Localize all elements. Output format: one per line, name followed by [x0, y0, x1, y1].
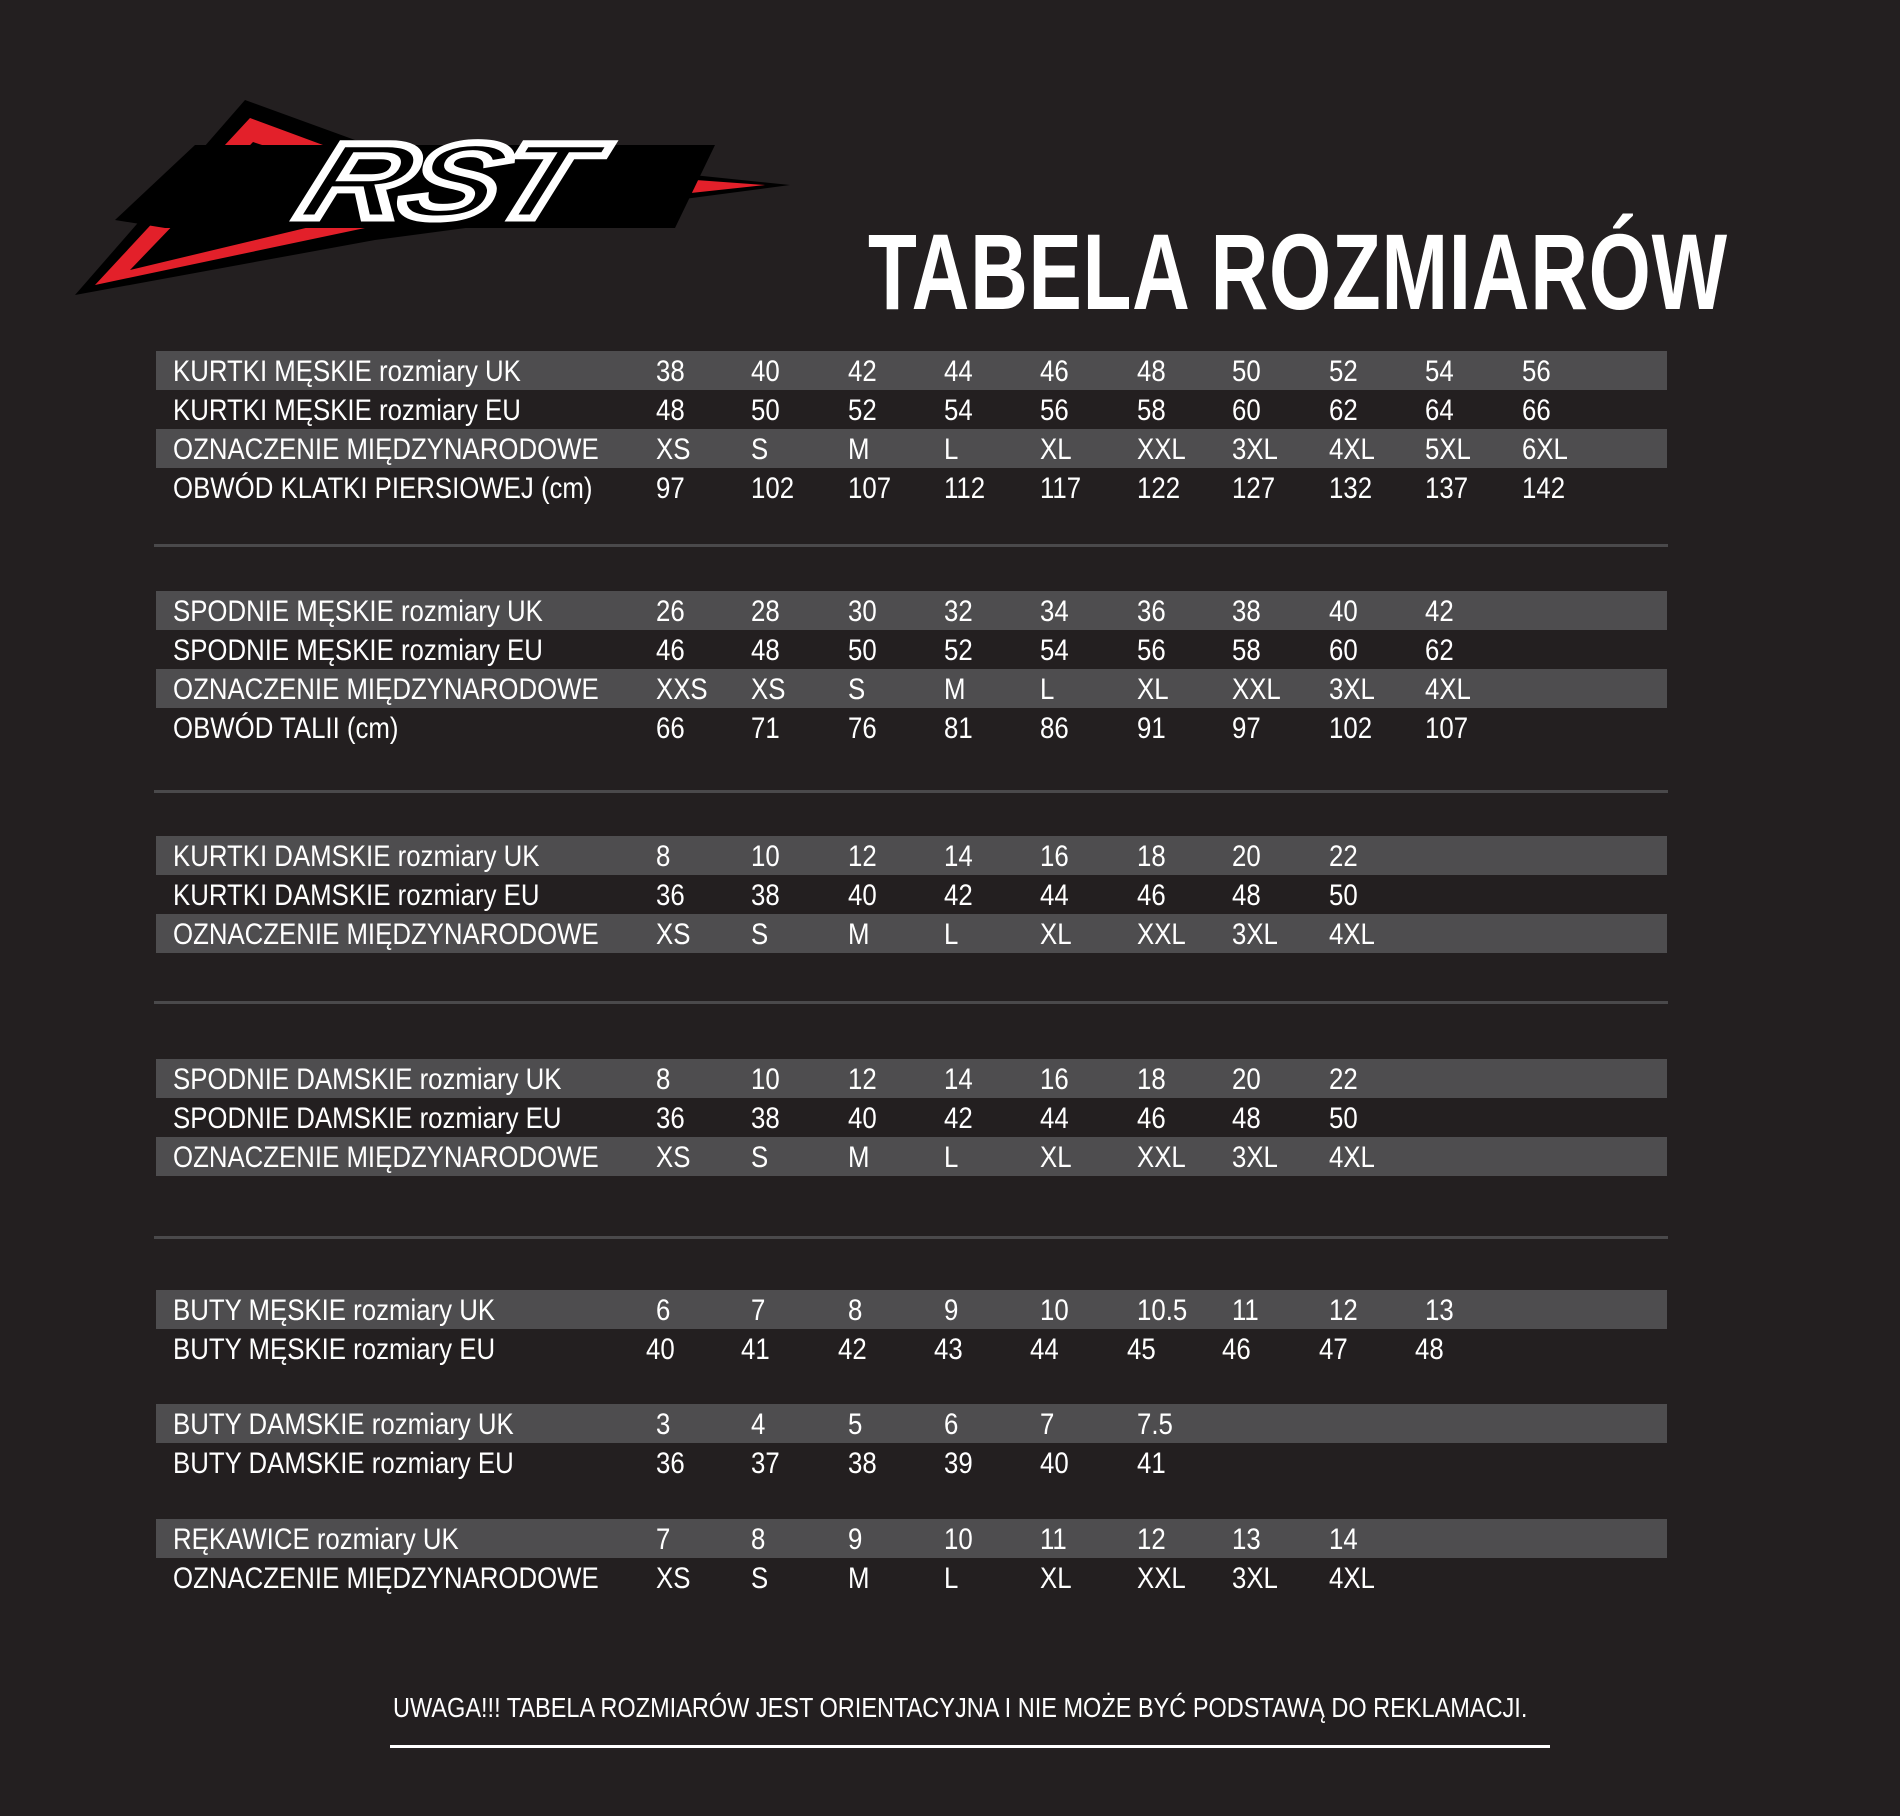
size-value: 52: [944, 634, 973, 667]
table-row: [156, 429, 1667, 468]
size-value: 7.5: [1137, 1408, 1173, 1441]
size-value: 37: [751, 1447, 780, 1480]
size-value: 40: [848, 1102, 877, 1135]
size-value: XL: [1137, 673, 1169, 706]
size-value: 6: [656, 1294, 671, 1327]
size-value: 42: [1425, 595, 1454, 628]
size-value: XL: [1040, 433, 1072, 466]
size-value: 54: [944, 394, 973, 427]
size-value: 42: [848, 355, 877, 388]
size-value: 38: [848, 1447, 877, 1480]
size-value: 46: [1040, 355, 1069, 388]
size-value: 6: [944, 1408, 959, 1441]
size-value: 18: [1137, 840, 1166, 873]
size-value: 50: [848, 634, 877, 667]
size-value: 60: [1329, 634, 1358, 667]
size-value: 127: [1232, 472, 1276, 505]
size-value: 62: [1425, 634, 1454, 667]
section-divider: [154, 1001, 1668, 1004]
size-value: 40: [751, 355, 780, 388]
size-value: 12: [848, 840, 877, 873]
size-value: 14: [1329, 1523, 1358, 1556]
size-value: 18: [1137, 1063, 1166, 1096]
size-value: 50: [1329, 879, 1358, 912]
size-value: 6XL: [1522, 433, 1568, 466]
table-row: [156, 708, 1667, 747]
size-value: 36: [656, 879, 685, 912]
row-label: SPODNIE MĘSKIE rozmiary UK: [173, 595, 543, 628]
size-value: 46: [656, 634, 685, 667]
row-label: KURTKI MĘSKIE rozmiary EU: [173, 394, 521, 427]
size-value: 8: [848, 1294, 863, 1327]
size-value: 34: [1040, 595, 1069, 628]
size-value: 56: [1522, 355, 1551, 388]
size-value: 10: [751, 1063, 780, 1096]
row-label: OZNACZENIE MIĘDZYNARODOWE: [173, 673, 599, 706]
size-value: 46: [1222, 1333, 1251, 1366]
size-value: 97: [1232, 712, 1261, 745]
table-row: [156, 836, 1667, 875]
size-value: XXL: [1137, 918, 1186, 951]
size-value: 3: [656, 1408, 671, 1441]
size-value: 14: [944, 840, 973, 873]
size-value: 41: [1137, 1447, 1166, 1480]
size-value: 3XL: [1232, 433, 1278, 466]
size-value: L: [1040, 673, 1055, 706]
size-value: 62: [1329, 394, 1358, 427]
size-value: 4: [751, 1408, 766, 1441]
size-value: 47: [1319, 1333, 1348, 1366]
size-value: 38: [751, 879, 780, 912]
section-divider: [154, 790, 1668, 793]
table-row: [156, 1404, 1667, 1443]
size-value: 132: [1329, 472, 1373, 505]
table-row: [156, 390, 1667, 429]
size-value: 12: [1329, 1294, 1358, 1327]
size-value: 9: [944, 1294, 959, 1327]
row-label: OZNACZENIE MIĘDZYNARODOWE: [173, 1141, 599, 1174]
size-value: 64: [1425, 394, 1454, 427]
size-value: 30: [848, 595, 877, 628]
size-value: XL: [1040, 1141, 1072, 1174]
size-value: S: [751, 918, 769, 951]
size-value: 107: [848, 472, 892, 505]
size-value: XS: [656, 1562, 691, 1595]
table-row: [156, 591, 1667, 630]
size-value: 46: [1137, 1102, 1166, 1135]
size-value: 7: [1040, 1408, 1055, 1441]
size-value: 97: [656, 472, 685, 505]
size-value: 3XL: [1232, 1562, 1278, 1595]
size-value: 44: [1040, 879, 1069, 912]
size-value: 43: [934, 1333, 963, 1366]
size-value: 42: [838, 1333, 867, 1366]
size-value: 13: [1425, 1294, 1454, 1327]
size-value: 122: [1137, 472, 1181, 505]
size-value: 22: [1329, 1063, 1358, 1096]
size-value: 86: [1040, 712, 1069, 745]
size-value: 52: [1329, 355, 1358, 388]
size-value: 36: [1137, 595, 1166, 628]
size-value: 40: [1329, 595, 1358, 628]
size-value: 91: [1137, 712, 1166, 745]
table-row: [156, 669, 1667, 708]
size-value: 66: [1522, 394, 1551, 427]
row-label: SPODNIE MĘSKIE rozmiary EU: [173, 634, 543, 667]
size-value: 40: [646, 1333, 675, 1366]
size-value: 54: [1040, 634, 1069, 667]
size-value: 3XL: [1329, 673, 1375, 706]
size-value: 52: [848, 394, 877, 427]
size-value: 107: [1425, 712, 1469, 745]
size-value: XS: [656, 433, 691, 466]
size-value: 13: [1232, 1523, 1261, 1556]
size-value: 117: [1040, 472, 1082, 505]
section-divider: [154, 544, 1668, 547]
size-value: 76: [848, 712, 877, 745]
row-label: SPODNIE DAMSKIE rozmiary EU: [173, 1102, 562, 1135]
size-value: 36: [656, 1102, 685, 1135]
size-value: 8: [656, 1063, 671, 1096]
size-value: 32: [944, 595, 973, 628]
size-value: M: [848, 1141, 870, 1174]
disclaimer: [0, 1692, 1900, 1724]
size-value: XXL: [1232, 673, 1281, 706]
size-value: L: [944, 918, 959, 951]
size-value: 44: [1040, 1102, 1069, 1135]
size-value: 40: [1040, 1447, 1069, 1480]
size-value: 4XL: [1329, 1141, 1375, 1174]
size-value: L: [944, 1562, 959, 1595]
size-value: 36: [656, 1447, 685, 1480]
row-label: OZNACZENIE MIĘDZYNARODOWE: [173, 918, 599, 951]
size-value: 22: [1329, 840, 1358, 873]
size-value: S: [751, 433, 769, 466]
size-value: 20: [1232, 1063, 1261, 1096]
table-row: [156, 1519, 1667, 1558]
size-value: L: [944, 433, 959, 466]
size-value: 48: [751, 634, 780, 667]
size-value: 42: [944, 1102, 973, 1135]
size-value: 48: [1232, 879, 1261, 912]
table-row: [156, 875, 1667, 914]
row-label: SPODNIE DAMSKIE rozmiary UK: [173, 1063, 562, 1096]
size-value: XXL: [1137, 1562, 1186, 1595]
row-label: BUTY DAMSKIE rozmiary UK: [173, 1408, 514, 1441]
size-value: 8: [656, 840, 671, 873]
size-value: 44: [1030, 1333, 1059, 1366]
size-value: 58: [1137, 394, 1166, 427]
size-value: 39: [944, 1447, 973, 1480]
size-value: XS: [751, 673, 786, 706]
disclaimer-underline: [390, 1745, 1550, 1748]
size-value: 48: [1415, 1333, 1444, 1366]
size-value: 42: [944, 879, 973, 912]
size-value: M: [848, 433, 870, 466]
size-value: 48: [1137, 355, 1166, 388]
row-label: KURTKI DAMSKIE rozmiary EU: [173, 879, 540, 912]
size-value: 112: [944, 472, 986, 505]
table-row: [156, 1290, 1667, 1329]
size-value: 5XL: [1425, 433, 1471, 466]
size-value: 38: [656, 355, 685, 388]
size-value: 10.5: [1137, 1294, 1188, 1327]
size-value: 102: [751, 472, 795, 505]
size-value: 50: [751, 394, 780, 427]
size-value: XS: [656, 918, 691, 951]
table-row: [156, 468, 1667, 507]
row-label: RĘKAWICE rozmiary UK: [173, 1523, 459, 1556]
size-value: 142: [1522, 472, 1566, 505]
size-value: XXL: [1137, 433, 1186, 466]
row-label: OBWÓD TALII (cm): [173, 712, 399, 745]
svg-text:RST: RST: [285, 120, 605, 242]
size-value: 4XL: [1329, 433, 1375, 466]
size-value: 26: [656, 595, 685, 628]
size-value: 10: [751, 840, 780, 873]
size-value: S: [751, 1562, 769, 1595]
size-value: 28: [751, 595, 780, 628]
size-value: S: [848, 673, 866, 706]
disclaimer-text: UWAGA!!! TABELA ROZMIARÓW JEST ORIENTACYJNA I NIE MOŻE BYĆ PODSTAWĄ DO REKLAMACJI.: [392, 1692, 1528, 1723]
size-value: 56: [1137, 634, 1166, 667]
table-row: [156, 914, 1667, 953]
size-value: 81: [944, 712, 973, 745]
size-value: 50: [1232, 355, 1261, 388]
size-value: 40: [848, 879, 877, 912]
size-value: 8: [751, 1523, 766, 1556]
size-value: 50: [1329, 1102, 1358, 1135]
table-row: [156, 1558, 1667, 1597]
size-value: 60: [1232, 394, 1261, 427]
size-value: 66: [656, 712, 685, 745]
size-value: 46: [1137, 879, 1166, 912]
size-value: 4XL: [1425, 673, 1471, 706]
size-value: XXS: [656, 673, 708, 706]
size-value: 48: [1232, 1102, 1261, 1135]
size-value: 41: [741, 1333, 770, 1366]
size-value: 14: [944, 1063, 973, 1096]
size-value: 137: [1425, 472, 1469, 505]
size-value: 7: [656, 1523, 671, 1556]
table-row: [156, 1098, 1667, 1137]
size-value: 9: [848, 1523, 863, 1556]
row-label: KURTKI DAMSKIE rozmiary UK: [173, 840, 540, 873]
table-row: [156, 1329, 1667, 1368]
size-value: 7: [751, 1294, 766, 1327]
size-value: 3XL: [1232, 1141, 1278, 1174]
size-value: 10: [1040, 1294, 1069, 1327]
size-value: 48: [656, 394, 685, 427]
size-value: M: [944, 673, 966, 706]
size-value: 10: [944, 1523, 973, 1556]
size-value: 102: [1329, 712, 1373, 745]
size-value: 5: [848, 1408, 863, 1441]
size-value: 44: [944, 355, 973, 388]
row-label: KURTKI MĘSKIE rozmiary UK: [173, 355, 521, 388]
size-value: 12: [1137, 1523, 1166, 1556]
table-row: [156, 1137, 1667, 1176]
size-value: XL: [1040, 1562, 1072, 1595]
row-label: OZNACZENIE MIĘDZYNARODOWE: [173, 1562, 599, 1595]
table-row: [156, 630, 1667, 669]
size-value: XL: [1040, 918, 1072, 951]
row-label: OZNACZENIE MIĘDZYNARODOWE: [173, 433, 599, 466]
size-value: 54: [1425, 355, 1454, 388]
section-divider: [154, 1236, 1668, 1239]
size-value: 4XL: [1329, 918, 1375, 951]
row-label: BUTY DAMSKIE rozmiary EU: [173, 1447, 514, 1480]
table-row: [156, 1443, 1667, 1482]
rst-logo: [75, 100, 795, 310]
size-value: XXL: [1137, 1141, 1186, 1174]
size-value: 11: [1232, 1294, 1259, 1327]
size-value: 16: [1040, 840, 1069, 873]
size-value: 3XL: [1232, 918, 1278, 951]
size-value: L: [944, 1141, 959, 1174]
size-value: 12: [848, 1063, 877, 1096]
table-row: [156, 351, 1667, 390]
size-value: 38: [751, 1102, 780, 1135]
size-value: 20: [1232, 840, 1261, 873]
page-title: TABELA ROZMIARÓW: [868, 211, 1728, 332]
size-value: M: [848, 1562, 870, 1595]
row-label: OBWÓD KLATKI PIERSIOWEJ (cm): [173, 472, 593, 505]
size-value: 4XL: [1329, 1562, 1375, 1595]
size-value: M: [848, 918, 870, 951]
size-value: S: [751, 1141, 769, 1174]
size-value: 16: [1040, 1063, 1069, 1096]
size-value: 56: [1040, 394, 1069, 427]
row-label: BUTY MĘSKIE rozmiary UK: [173, 1294, 496, 1327]
size-value: 38: [1232, 595, 1261, 628]
size-value: 71: [751, 712, 780, 745]
size-value: 45: [1127, 1333, 1156, 1366]
row-label: BUTY MĘSKIE rozmiary EU: [173, 1333, 496, 1366]
size-value: 58: [1232, 634, 1261, 667]
size-value: XS: [656, 1141, 691, 1174]
table-row: [156, 1059, 1667, 1098]
size-value: 11: [1040, 1523, 1067, 1556]
